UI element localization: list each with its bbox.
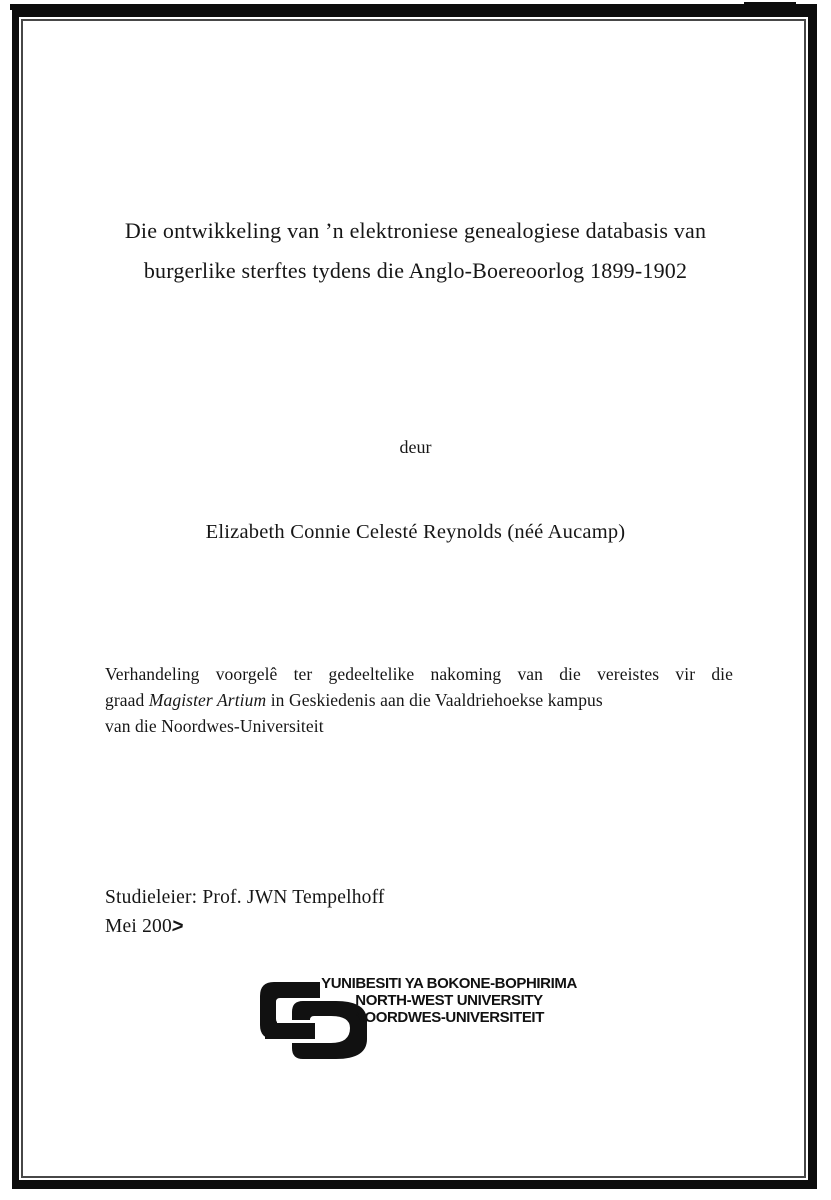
submission-line1: Verhandeling voorgelê ter gedeeltelike nakoming van die vereistes vir die — [105, 664, 733, 684]
date-text: Mei 200 — [105, 916, 172, 937]
submission-line3: van die Noordwes-Universiteit — [105, 716, 324, 736]
supervisor-block — [105, 884, 385, 941]
thesis-title — [60, 211, 771, 291]
thesis-title-line2: burgerlike sterftes tydens die Anglo-Boereoorlog 1899-1902 — [143, 258, 688, 283]
degree-name: Magister Artium — [148, 690, 267, 710]
logo-line-english: NORTH-WEST UNIVERSITY — [355, 992, 543, 1009]
submission-statement — [105, 661, 733, 739]
date-line — [105, 912, 385, 941]
logo-line-setswana: YUNIBESITI YA BOKONE-BOPHIRIMA — [321, 975, 577, 992]
submission-line2-prefix: graad — [105, 690, 149, 710]
date-year-glyph: > — [170, 914, 185, 938]
university-logo-text — [319, 975, 579, 1026]
logo-line-afrikaans: NOORDWES-UNIVERSITEIT — [354, 1009, 544, 1026]
university-logo — [257, 975, 587, 1065]
submission-line2 — [105, 687, 733, 713]
submission-line2-suffix: in Geskiedenis aan die Vaaldriehoekse kampus — [266, 690, 603, 710]
author-name: Elizabeth Connie Celesté Reynolds (néé Aucamp) — [205, 521, 626, 543]
byline-label: deur — [399, 437, 432, 457]
thesis-title-line1: Die ontwikkeling van ’n elektroniese genealogiese databasis van — [124, 218, 707, 243]
supervisor-line: Studieleier: Prof. JWN Tempelhoff — [105, 887, 385, 908]
